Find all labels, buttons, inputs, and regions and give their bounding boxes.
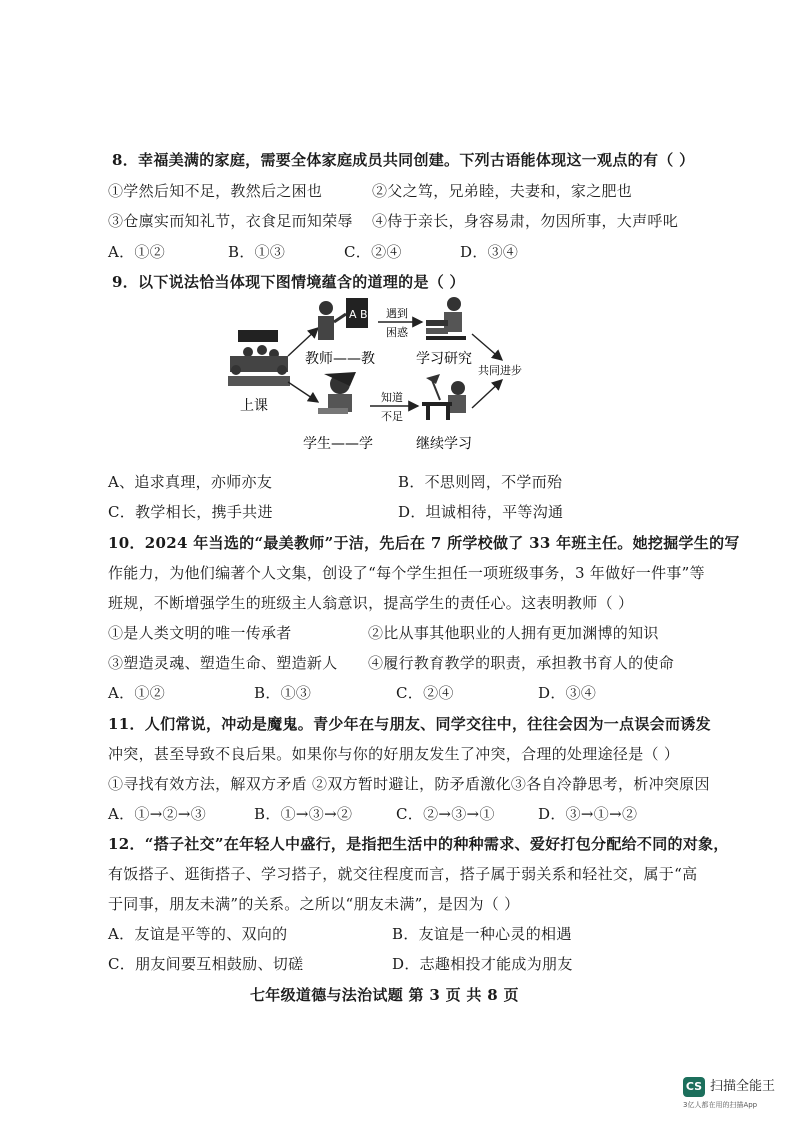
- arrow-bottom-text-1: 知道: [381, 391, 403, 404]
- q10-stem-line-2: 作能力，为他们编著个人文集，创设了“每个学生担任一项班级事务，3 年做好一件事”等: [108, 564, 705, 582]
- q12-choice-d: D．志趣相投才能成为朋友: [392, 955, 573, 973]
- q9-choice-c: C．教学相长，携手共进: [108, 503, 273, 521]
- classroom-illustration: [228, 330, 290, 386]
- q8-option-3: ③仓廪实而知礼节，衣食足而知荣辱: [108, 212, 353, 230]
- camscanner-app-name: 扫描全能王: [710, 1079, 776, 1094]
- q8-stem: 8．幸福美满的家庭，需要全体家庭成员共同创建。下列古语能体现这一观点的有（ ）: [112, 151, 695, 169]
- teaching-learning-diagram: [200, 290, 560, 460]
- q9-choice-d: D．坦诚相待，平等沟通: [398, 503, 564, 521]
- arrow-bottom-text-2: 不足: [381, 410, 403, 423]
- q10-choice-a: A．①②: [108, 684, 166, 702]
- q8-choice-c: C．②④: [344, 243, 402, 261]
- class-label: 上课: [240, 398, 268, 414]
- q10-option-1: ①是人类文明的唯一传承者: [108, 624, 292, 642]
- q8-option-1: ①学然后知不足，教然后之困也: [108, 182, 323, 200]
- q9-choice-a: A、追求真理，亦师亦友: [108, 473, 273, 491]
- arrow-top-text-2: 困惑: [386, 326, 408, 339]
- q10-choice-b: B．①③: [254, 684, 312, 702]
- q12-stem-line-2: 有饭搭子、逛街搭子、学习搭子，就交往程度而言，搭子属于弱关系和轻社交，属于“高: [108, 865, 698, 883]
- q8-choice-b: B．①③: [228, 243, 286, 261]
- student-illustration: [318, 372, 356, 414]
- research-illustration: [426, 297, 466, 340]
- q11-choice-c: C．②→③→①: [396, 805, 495, 823]
- student-label: 学生——学: [303, 436, 373, 452]
- q8-option-2: ②父之笃，兄弟睦，夫妻和，家之肥也: [372, 182, 633, 200]
- q10-option-2: ②比从事其他职业的人拥有更加渊博的知识: [368, 624, 659, 642]
- q11-choice-b: B．①→③→②: [254, 805, 353, 823]
- q12-stem-line-3: 于同事，朋友未满”的关系。之所以“朋友未满”，是因为（ ）: [108, 895, 520, 913]
- q10-stem-line-3: 班规，不断增强学生的班级主人翁意识，提高学生的责任心。这表明教师（ ）: [108, 594, 634, 612]
- q10-option-4: ④履行教育教学的职责，承担教书育人的使命: [368, 654, 675, 672]
- q12-choice-b: B．友谊是一种心灵的相遇: [392, 925, 572, 943]
- q12-stem-line-1: 12．“搭子社交”在年轻人中盛行，是指把生活中的种种需求、爱好打包分配给不同的对象，: [108, 835, 729, 853]
- q11-stem-line-2: 冲突，甚至导致不良后果。如果你与你的好朋友发生了冲突，合理的处理途径是（ ）: [108, 745, 680, 763]
- q11-options: ①寻找有效方法，解双方矛盾 ②双方暂时避让，防矛盾激化③各自冷静思考，析冲突原因: [108, 775, 710, 793]
- q9-stem: 9．以下说法恰当体现下图情境蕴含的道理的是（ ）: [112, 273, 465, 291]
- q11-choice-d: D．③→①→②: [538, 805, 638, 823]
- camscanner-tagline: 3亿人都在用的扫描App: [683, 1101, 758, 1109]
- q8-option-4: ④侍于亲长，身容易肃，勿因所事，大声呼叱: [372, 212, 679, 230]
- camscanner-logo-icon: CS: [683, 1077, 705, 1097]
- teacher-label: 教师——教: [305, 351, 375, 367]
- q12-choice-c: C．朋友间要互相鼓励、切磋: [108, 955, 304, 973]
- progress-label: 共同进步: [478, 364, 522, 377]
- q11-stem-line-1: 11．人们常说，冲动是魔鬼。青少年在与朋友、同学交往中，往往会因为一点误会而诱发: [108, 715, 711, 733]
- continue-label: 继续学习: [416, 436, 472, 452]
- board-letters: A B: [349, 308, 368, 321]
- q10-choice-c: C．②④: [396, 684, 454, 702]
- q8-choice-d: D．③④: [460, 243, 519, 261]
- continue-learning-illustration: [422, 374, 466, 420]
- teacher-illustration: [318, 298, 368, 340]
- q10-choice-d: D．③④: [538, 684, 597, 702]
- q10-stem-line-1: 10．2024 年当选的“最美教师”于洁，先后在 7 所学校做了 33 年班主任。她挖掘学生的写: [108, 534, 740, 552]
- q12-choice-a: A．友谊是平等的、双向的: [108, 925, 288, 943]
- q10-option-3: ③塑造灵魂、塑造生命、塑造新人: [108, 654, 338, 672]
- q8-choice-a: A．①②: [108, 243, 166, 261]
- page-footer: 七年级道德与法治试题 第 3 页 共 8 页: [250, 986, 519, 1004]
- arrow-top-text-1: 遇到: [386, 307, 408, 320]
- research-label: 学习研究: [416, 351, 472, 367]
- q11-choice-a: A．①→②→③: [108, 805, 207, 823]
- q9-choice-b: B．不思则罔，不学而殆: [398, 473, 563, 491]
